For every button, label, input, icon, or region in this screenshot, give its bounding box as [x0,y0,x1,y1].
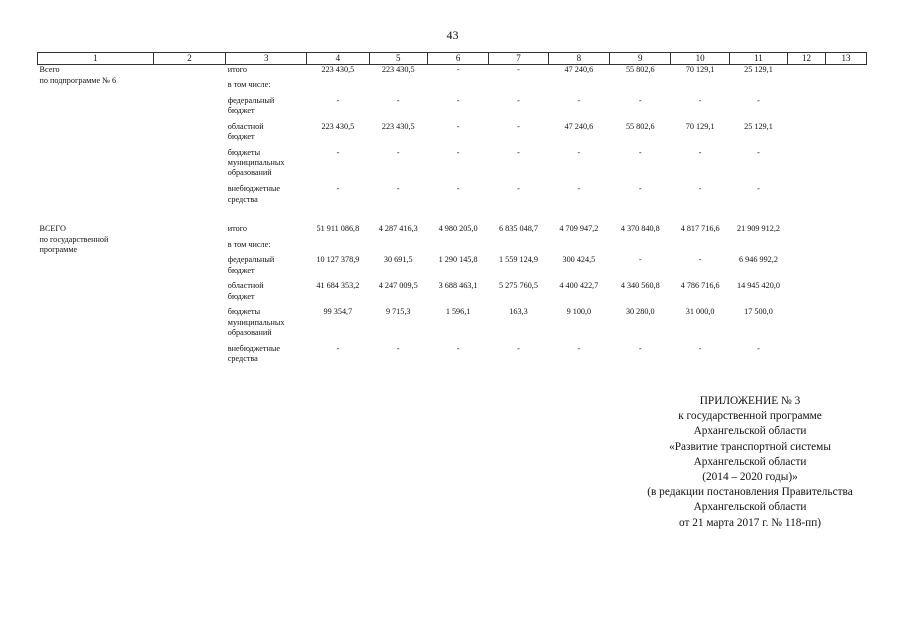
budget-table-container [37,52,867,370]
value-cell: - [757,184,760,194]
funding-source-line: образований [227,327,272,337]
funding-source-line: областной [227,121,264,131]
empty-cell [788,65,826,81]
empty-cell [788,281,826,307]
funding-source-line: муниципальных [227,317,285,327]
value-cell: 4 786 716,6 [680,281,720,291]
value-cell [610,80,671,96]
value-cell: - [396,343,400,353]
funding-source-cell [226,224,307,240]
value-cell: 300 424,5 [562,255,596,265]
funding-source-line: средства [227,354,258,363]
funding-source-cell [226,96,307,122]
value-cell [729,240,787,256]
value-cell: 4 287 416,3 [378,224,418,234]
appendix-line: Архангельской области [693,455,807,468]
empty-cell [788,307,826,344]
value-cell: 47 240,6 [564,121,594,131]
value-cell: 30 691,5 [383,255,413,265]
value-cell: 5 275 760,5 [499,281,538,291]
value-cell: 25 129,1 [744,65,773,75]
value-cell: 223 430,5 [381,65,415,75]
value-cell: 3 688 463,1 [438,281,478,291]
funding-source-line: образований [227,168,272,178]
value-cell: - [336,343,340,353]
empty-cell [788,240,826,256]
value-cell: - [698,147,702,157]
appendix-line: (в редакции постановления Правительства [647,486,853,499]
appendix-block [600,394,900,531]
value-cell: 9 715,3 [385,307,411,317]
value-cell: 70 129,1 [685,121,715,131]
value-cell: - [757,95,760,105]
value-cell: 21 909 912,2 [736,224,780,234]
value-cell [307,240,369,256]
group-title-line: по государственной [39,234,109,244]
value-cell [489,240,548,256]
empty-cell [788,344,826,370]
value-cell [729,80,787,96]
value-cell: 223 430,5 [381,121,415,131]
empty-cell [825,224,866,240]
value-cell: 4 980 205,0 [438,224,478,234]
column-header: 11 [729,53,787,65]
value-cell: 9 100,0 [566,307,592,317]
value-cell [548,240,609,256]
value-cell: 4 247 009,5 [378,281,418,291]
value-cell [369,80,427,96]
value-cell: - [456,343,460,353]
value-cell: 4 340 560,8 [620,281,660,291]
value-cell: 31 000,0 [685,307,715,317]
empty-cell [825,96,866,122]
value-cell: - [757,343,760,353]
funding-source-line: в том числе: [227,239,271,249]
funding-source-cell [226,255,307,281]
funding-source-line: бюджеты [227,307,261,317]
funding-source-cell [226,65,307,81]
spacer-cell [38,210,867,224]
appendix-line: «Развитие транспортной системы [669,440,831,453]
funding-source-line: федеральный [227,255,275,265]
value-cell: 70 129,1 [685,65,715,75]
budget-table [37,52,867,370]
value-cell: - [517,147,520,157]
funding-source-line: бюджет [227,291,255,301]
value-cell: 163,3 [509,307,528,317]
column-header: 6 [427,53,488,65]
value-cell: - [456,95,460,105]
empty-cell [825,80,866,96]
value-cell: 55 802,6 [625,121,655,131]
column-header: 9 [610,53,671,65]
value-cell: 1 290 145,8 [438,255,478,265]
column-header: 2 [153,53,226,65]
empty-cell [788,184,826,210]
group-title-line: ВСЕГО [39,224,66,234]
empty-cell [825,148,866,185]
value-cell [307,80,369,96]
group-title-cell [38,224,154,370]
table-body [38,65,867,370]
value-cell: - [638,255,642,265]
appendix-title: ПРИЛОЖЕНИЕ № 3 [699,395,801,407]
empty-cell [825,122,866,148]
value-cell: - [517,343,520,353]
empty-cell [153,224,226,370]
value-cell: 30 280,0 [625,307,655,317]
value-cell: - [698,184,702,194]
empty-cell [788,224,826,240]
value-cell: - [336,147,340,157]
column-header: 3 [226,53,307,65]
group-title-cell [38,65,154,211]
group-title-line: по подпрограмме № 6 [39,75,117,85]
empty-cell [825,281,866,307]
funding-source-line: внебюджетные [227,184,280,194]
value-cell: - [396,95,400,105]
column-number-row [38,53,867,65]
value-cell: - [517,95,520,105]
appendix-line: Архангельской области [693,501,807,514]
funding-source-cell [226,240,307,256]
funding-source-cell [226,281,307,307]
column-header: 5 [369,53,427,65]
value-cell: - [577,147,581,157]
value-cell: 25 129,1 [744,121,773,131]
value-cell: 55 802,6 [625,65,655,75]
value-cell: 47 240,6 [564,65,594,75]
empty-cell [788,96,826,122]
value-cell: 4 709 947,2 [559,224,599,234]
value-cell: - [396,184,400,194]
funding-source-cell [226,344,307,370]
group-title-line: программе [39,244,78,254]
group-title-line: Всего [39,65,60,75]
value-cell: - [757,147,760,157]
value-cell [548,80,609,96]
value-cell [610,240,671,256]
value-cell: - [456,147,460,157]
value-cell [369,240,427,256]
value-cell [489,80,548,96]
empty-cell [825,65,866,81]
column-header: 12 [788,53,826,65]
value-cell: - [517,121,520,131]
column-header: 13 [825,53,866,65]
value-cell: - [456,184,460,194]
table-row [38,65,867,81]
value-cell: - [698,343,702,353]
value-cell: 99 354,7 [323,307,353,317]
funding-source-cell [226,184,307,210]
value-cell: - [456,65,460,75]
empty-cell [825,184,866,210]
empty-cell [788,148,826,185]
value-cell: - [336,95,340,105]
value-cell: 4 400 422,7 [559,281,599,291]
empty-cell [153,65,226,211]
column-header: 8 [548,53,609,65]
column-header: 1 [38,53,154,65]
value-cell: 223 430,5 [321,121,355,131]
column-header: 4 [307,53,369,65]
value-cell: - [456,121,460,131]
funding-source-line: внебюджетные [227,343,280,353]
value-cell: - [638,147,642,157]
value-cell: - [577,343,581,353]
funding-source-line: в том числе: [227,80,271,90]
value-cell: 6 835 048,7 [499,224,538,234]
empty-cell [825,307,866,344]
empty-cell [788,255,826,281]
funding-source-cell [226,80,307,96]
funding-source-line: итого [227,224,247,234]
value-cell [427,240,488,256]
value-cell [671,240,729,256]
funding-source-line: бюджет [227,132,255,141]
appendix-line: от 21 марта 2017 г. № 118-пп) [678,516,822,529]
funding-source-cell [226,148,307,185]
value-cell [427,80,488,96]
value-cell: 41 684 353,2 [316,281,360,291]
value-cell: 1 596,1 [445,307,471,317]
column-header: 7 [489,53,548,65]
funding-source-line: областной [227,281,264,291]
value-cell: - [638,184,642,194]
group-spacer [38,210,867,224]
funding-source-cell [226,122,307,148]
value-cell: 17 500,0 [744,307,773,317]
value-cell: 4 817 716,6 [680,224,720,234]
table-row [38,224,867,240]
value-cell: - [577,184,581,194]
value-cell: 6 946 992,2 [739,255,778,265]
value-cell: - [577,95,581,105]
funding-source-line: средства [227,194,258,204]
page-number: 43 [446,28,459,42]
empty-cell [788,80,826,96]
funding-source-line: бюджеты [227,147,261,157]
value-cell: 4 370 840,8 [620,224,660,234]
funding-source-line: федеральный [227,95,275,105]
value-cell: 51 911 086,8 [316,224,360,234]
empty-cell [825,255,866,281]
funding-source-line: итого [227,65,247,75]
column-header: 10 [671,53,729,65]
value-cell [671,80,729,96]
value-cell: - [698,95,702,105]
value-cell: - [396,147,400,157]
appendix-line: Архангельской области [693,425,807,438]
appendix-line: (2014 – 2020 годы)» [702,471,798,484]
value-cell: - [638,343,642,353]
value-cell: 1 559 124,9 [499,255,538,265]
funding-source-cell [226,307,307,344]
value-cell: - [336,184,340,194]
funding-source-line: бюджет [227,265,255,275]
empty-cell [825,240,866,256]
value-cell: - [638,95,642,105]
funding-source-line: муниципальных [227,158,285,167]
value-cell: - [698,255,702,265]
value-cell: 223 430,5 [321,65,355,75]
value-cell: - [517,65,520,75]
empty-cell [825,344,866,370]
value-cell: - [517,184,520,194]
funding-source-line: бюджет [227,106,255,115]
appendix-line: к государственной программе [678,410,822,423]
value-cell: 10 127 378,9 [316,255,360,265]
value-cell: 14 945 420,0 [736,281,780,291]
empty-cell [788,122,826,148]
